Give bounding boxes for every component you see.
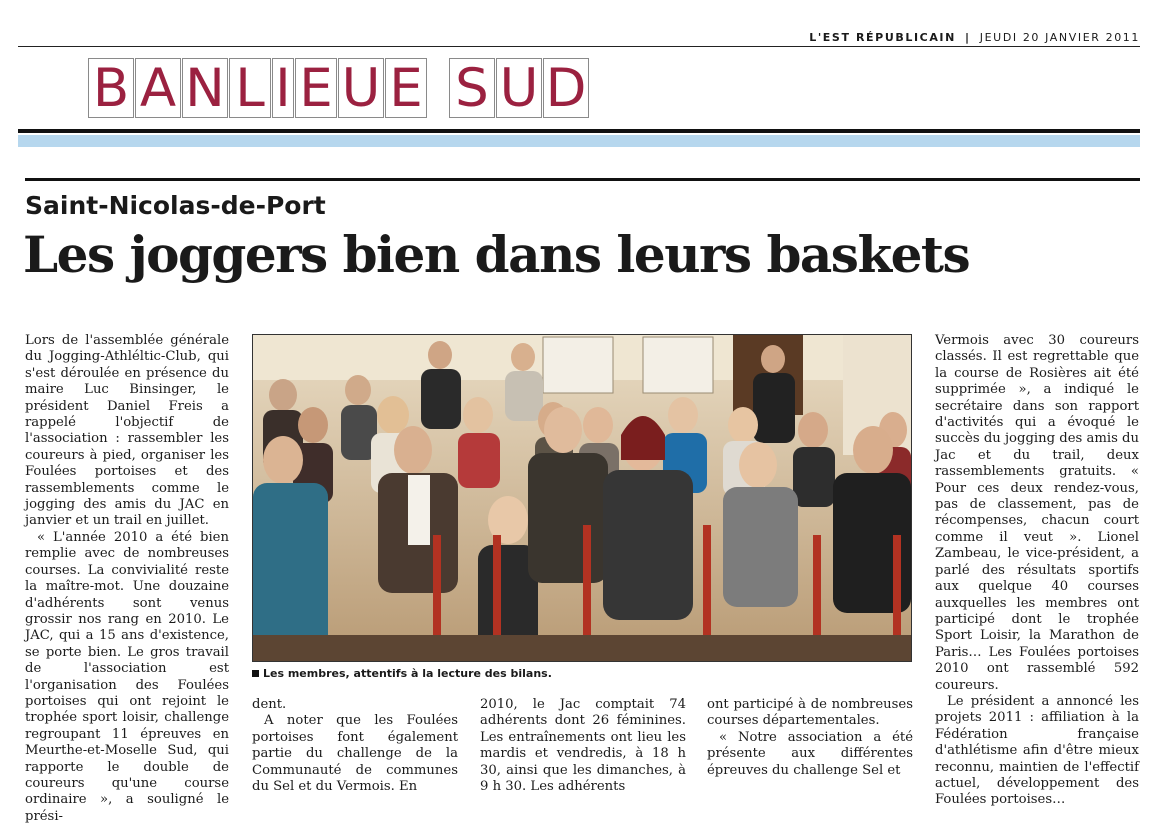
photo-caption: [252, 667, 552, 680]
rubric-letter: B: [88, 58, 134, 118]
section-rule: [18, 129, 1140, 133]
article-column-4: [707, 697, 913, 779]
article-photo: [252, 334, 912, 662]
rubric-letter: D: [543, 58, 589, 118]
meeting-audience-image: [253, 335, 911, 661]
section-rubric: [88, 58, 589, 118]
rubric-letter: S: [449, 58, 495, 118]
article-top-rule: [25, 178, 1140, 181]
caption-text: Les membres, attentifs à la lecture des bilans.: [263, 667, 552, 680]
caption-bullet-icon: [252, 670, 259, 677]
paragraph: « Notre association a été présente aux différentes épreuves du challenge Sel et: [707, 729, 913, 778]
paragraph: Lors de l'assemblée générale du Jogging-Athléltic-Club, qui s'est déroulée en présence du maire Luc Binsinger, le président Daniel Freis a rappelé l'objectif de l'association : rassembler les coureurs à pied, organiser les Foulées portoises et des rassemblements comme le jogging des amis du JAC en janvier et un trail en juillet.: [25, 333, 229, 529]
paragraph: A noter que les Foulées portoises font également partie du challenge de la Communauté de communes du Sel et du Vermois. En: [252, 713, 458, 795]
rubric-letter: I: [272, 58, 294, 118]
rubric-letter: U: [496, 58, 542, 118]
rubric-letter: U: [338, 58, 384, 118]
paragraph: 2010, le Jac comptait 74 adhérents dont 26 féminines. Les entraînements ont lieu les mardis et vendredis, à 18 h 30, ainsi que les dimanches, à 9 h 30. Les adhérents: [480, 697, 686, 795]
publication-name: L'EST RÉPUBLICAIN: [809, 31, 956, 44]
rubric-letter: E: [295, 58, 337, 118]
rubric-letter: N: [182, 58, 228, 118]
article-column-1: [25, 333, 229, 825]
rubric-letter: L: [229, 58, 271, 118]
article-headline: Les joggers bien dans leurs baskets: [23, 225, 970, 284]
article-column-5: [935, 333, 1139, 809]
article-kicker: Saint-Nicolas-de-Port: [25, 191, 326, 220]
article-column-3: [480, 697, 686, 795]
issue-date: JEUDI 20 JANVIER 2011: [979, 31, 1140, 44]
paragraph: ont participé à de nombreuses courses départementales.: [707, 697, 913, 729]
rubric-letter: A: [135, 58, 181, 118]
paragraph: Vermois avec 30 coureurs classés. Il est regrettable que la course de Rosières ait été supprimée », a indiqué le secrétaire dans son rapport d'activités qui a évoqué le succès du jogging des amis du Jac et du trail, deux rassemblements gratuits. « Pour ces deux rendez-vous, pas de classement, pas de récompenses, chacun court comme il veut ». Lionel Zambeau, le vice-président, a parlé des résultats sportifs aux quelque 40 courses auxquelles les membres ont participé dont le trophée Sport Loisir, la Marathon de Paris… Les Foulées portoises 2010 ont rassemblé 592 coureurs.: [935, 333, 1139, 693]
masthead: [18, 28, 1140, 47]
paragraph: dent.: [252, 697, 287, 712]
masthead-separator: |: [965, 31, 971, 44]
paragraph: « L'année 2010 a été bien remplie avec de nombreuses courses. La convivialité reste la maître-mot. Une douzaine d'adhérents sont venus grossir nos rang en 2010. Le JAC, qui a 15 ans d'existence, se porte bien. Le gros travail de l'association est l'organisation des Foulées portoises qui ont rejoint le trophée sport loisir, challenge regroupant 11 épreuves en Meurthe-et-Moselle Sud, qui rapporte le double de coureurs qu'une course ordinaire », a souligné le prési-: [25, 529, 229, 824]
paragraph: Le président a annoncé les projets 2011 : affiliation à la Fédération française d'athlétisme afin d'être mieux reconnu, maintien de l'effectif actuel, développement des Foulées portoises…: [935, 693, 1139, 808]
rubric-letter: E: [385, 58, 427, 118]
section-color-band: [18, 135, 1140, 147]
rubric-gap: [428, 58, 448, 118]
masthead-meta: [809, 31, 1140, 44]
article-column-2: [252, 697, 458, 795]
